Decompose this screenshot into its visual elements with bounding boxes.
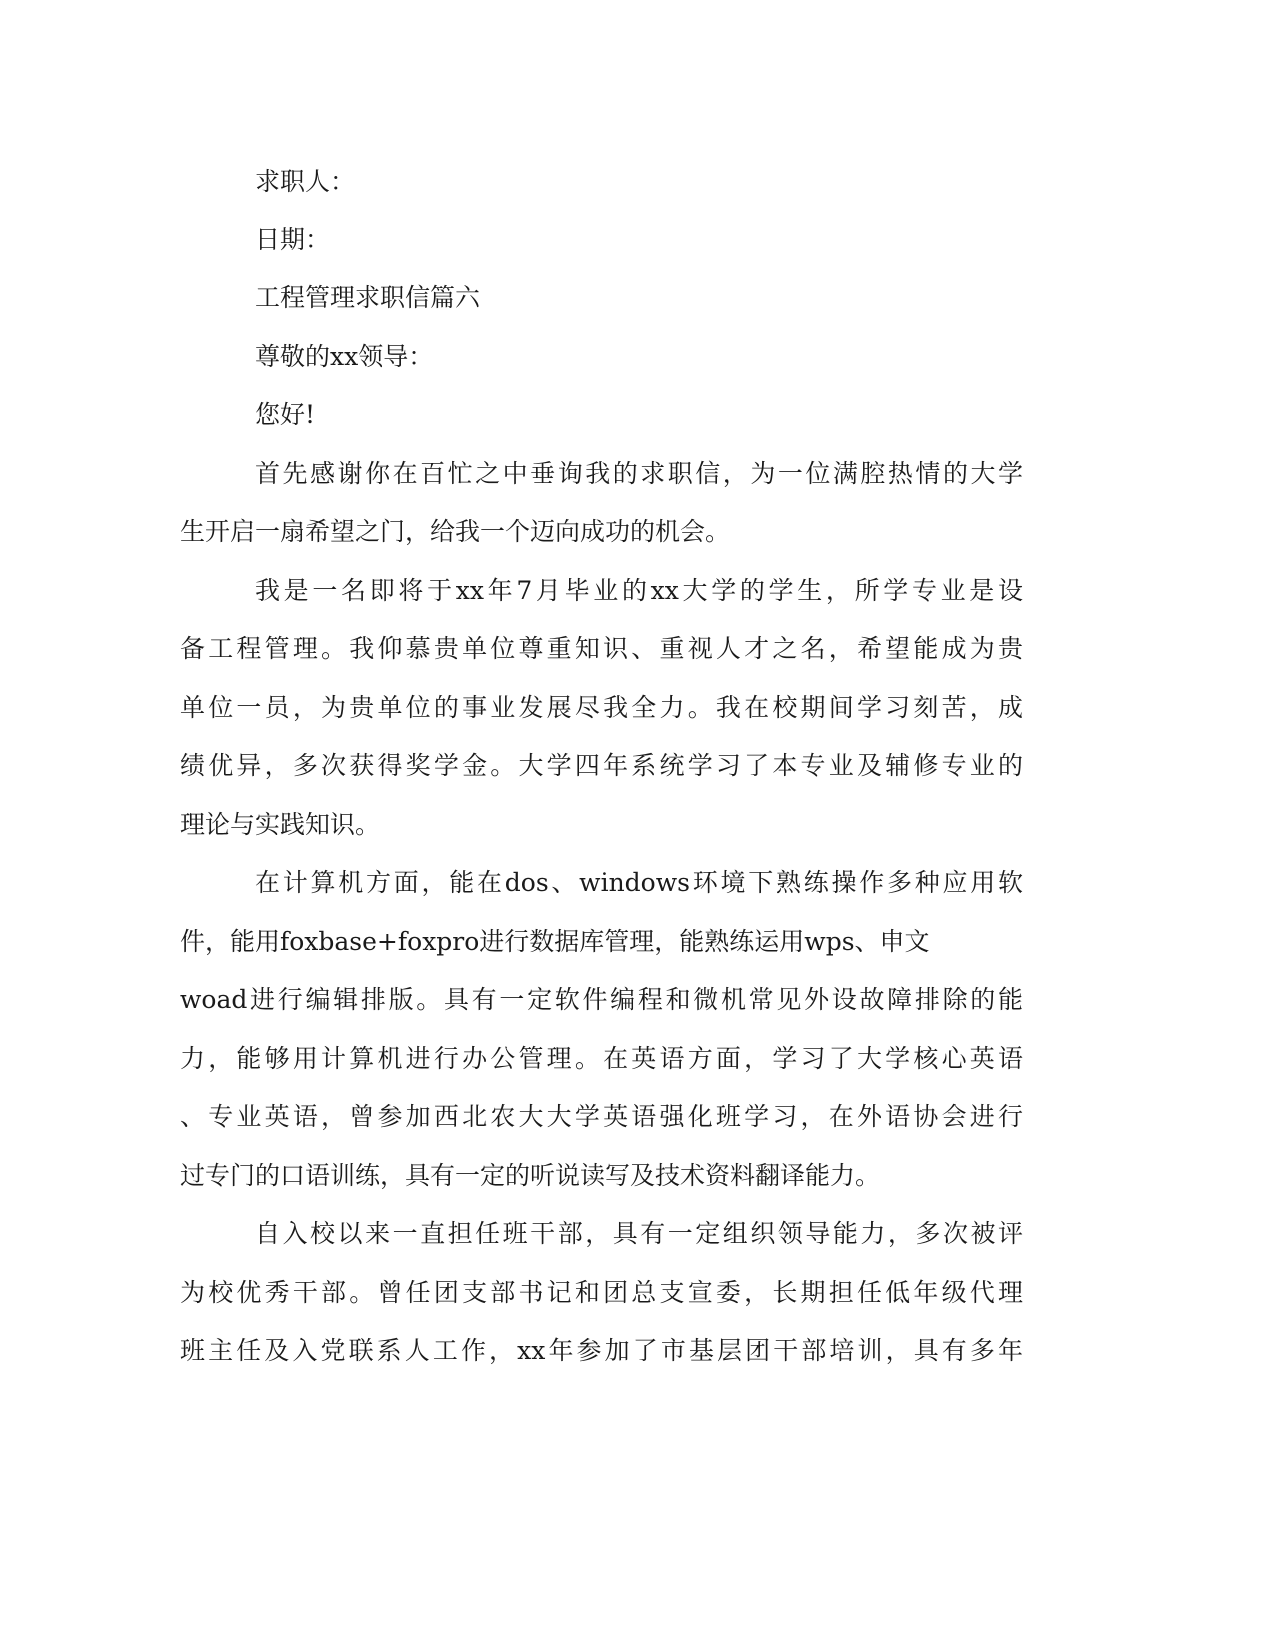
paragraph-line: 我是一名即将于xx年7月毕业的xx大学的学生，所学专业是设 [255,576,1023,605]
paragraph-line: 为校优秀干部。曾任团支部书记和团总支宣委，长期担任低年级代理 [180,1278,1023,1307]
paragraph-line: 首先感谢你在百忙之中垂询我的求职信，为一位满腔热情的大学 [255,459,1023,488]
paragraph-line: woad进行编辑排版。具有一定软件编程和微机常见外设故障排除的能 [180,985,1023,1014]
section-title: 工程管理求职信篇六 [255,283,481,312]
paragraph-line: 班主任及入党联系人工作，xx年参加了市基层团干部培训，具有多年 [180,1336,1023,1365]
salutation: 尊敬的xx领导： [255,342,434,371]
paragraph-line: 过专门的口语训练，具有一定的听说读写及技术资料翻译能力。 [180,1161,881,1190]
paragraph-line: 绩优异，多次获得奖学金。大学四年系统学习了本专业及辅修专业的 [180,751,1023,780]
paragraph-line: 力，能够用计算机进行办公管理。在英语方面，学习了大学核心英语 [180,1044,1023,1073]
greeting: 您好! [255,400,316,429]
paragraph-line: 在计算机方面，能在dos、windows环境下熟练操作多种应用软 [255,868,1023,897]
paragraph-line: 、专业英语，曾参加西北农大大学英语强化班学习，在外语协会进行 [180,1102,1023,1131]
date-line: 日期： [255,225,331,254]
paragraph-line: 自入校以来一直担任班干部，具有一定组织领导能力，多次被评 [255,1219,1023,1248]
applicant-line: 求职人： [255,167,356,196]
paragraph-line: 备工程管理。我仰慕贵单位尊重知识、重视人才之名，希望能成为贵 [180,634,1023,663]
paragraph-line: 理论与实践知识。 [180,810,381,839]
paragraph-line: 件，能用foxbase+foxpro进行数据库管理，能熟练运用wps、申文 [180,927,930,956]
paragraph-line: 生开启一扇希望之门，给我一个迈向成功的机会。 [180,517,731,546]
paragraph-line: 单位一员，为贵单位的事业发展尽我全力。我在校期间学习刻苦，成 [180,693,1023,722]
